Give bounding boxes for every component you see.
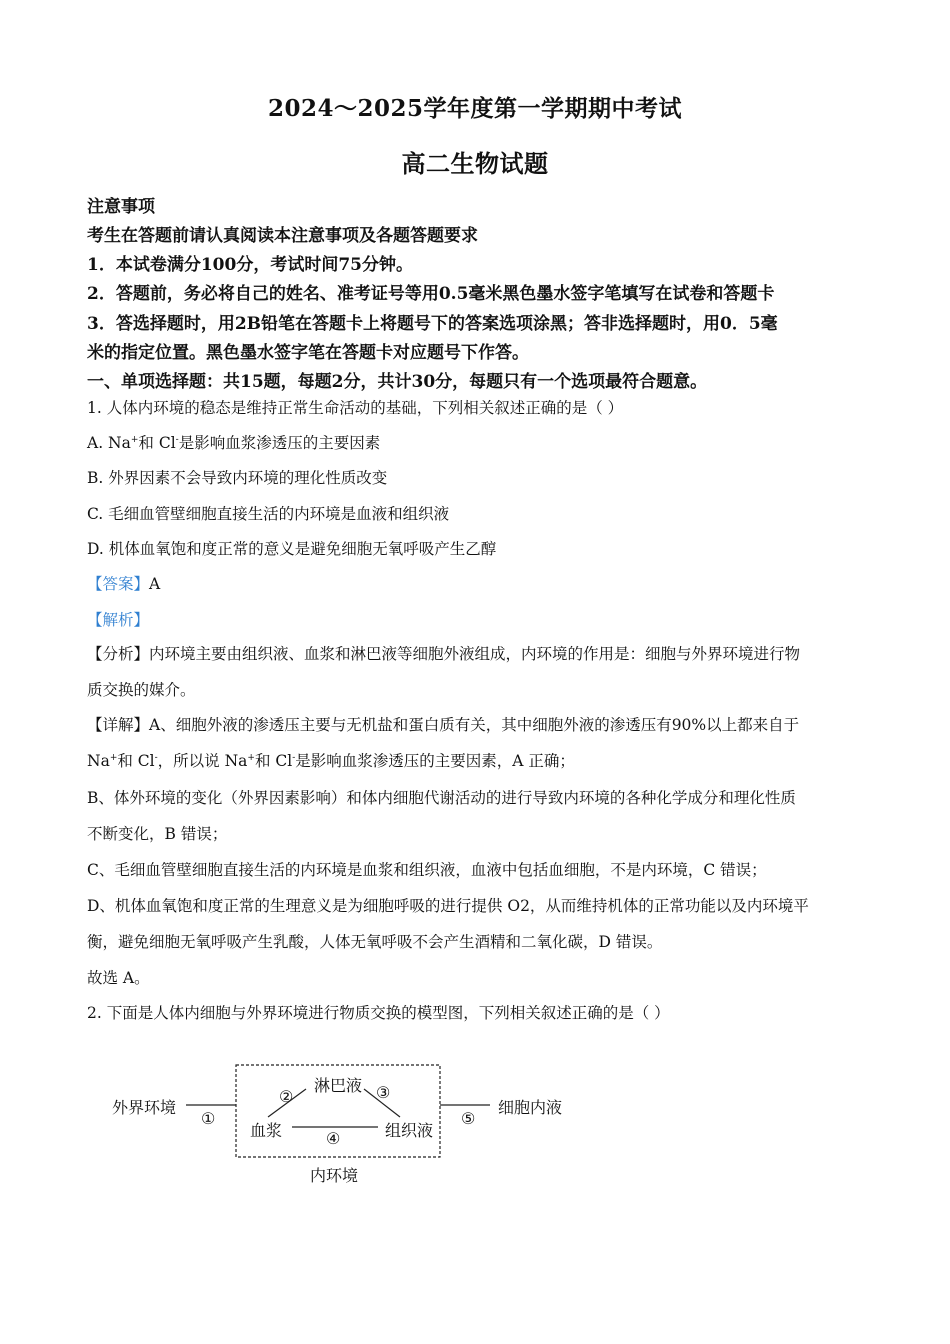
- notice-heading: 注意事项: [87, 197, 155, 217]
- label-n3: ③: [376, 1083, 391, 1102]
- detail-text: 和 Cl: [117, 752, 155, 770]
- q1-analysis-2: 质交换的媒介。: [87, 681, 196, 699]
- q1-stem: 1. 人体内环境的稳态是维持正常生命活动的基础，下列相关叙述正确的是（ ）: [87, 399, 624, 417]
- notice-item-1: 1．本试卷满分100分，考试时间75分钟。: [87, 255, 413, 275]
- label-n5: ⑤: [461, 1109, 476, 1128]
- label-plasma: 血浆: [250, 1121, 283, 1140]
- q1-option-a-text: 和 Cl: [138, 434, 176, 452]
- superscript: +: [130, 434, 139, 445]
- label-tissue-fluid: 组织液: [385, 1121, 434, 1140]
- label-internal-env: 内环境: [310, 1166, 359, 1185]
- q1-option-a-text: A. Na: [87, 434, 131, 452]
- q1-option-a-text: 是影响血浆渗透压的主要因素: [178, 434, 381, 452]
- q1-detail-b2: 不断变化，B 错误；: [87, 825, 228, 843]
- q1-answer: [87, 572, 160, 594]
- superscript: -: [154, 752, 158, 763]
- q1-option-d: D. 机体血氧饱和度正常的意义是避免细胞无氧呼吸产生乙醇: [87, 540, 497, 558]
- detail-text: Na: [87, 752, 110, 770]
- q1-option-a: [87, 431, 380, 453]
- label-n4: ④: [326, 1129, 341, 1148]
- notice-item-3a: 3．答选择题时，用2B铅笔在答题卡上将题号下的答案选项涂黑；答非选择题时，用0．5毫: [87, 314, 778, 334]
- q1-detail-c: C、毛细血管壁细胞直接生活的内环境是血浆和组织液，血液中包括血细胞，不是内环境，C 错误；: [87, 861, 767, 879]
- section-heading: 一、单项选择题：共15题，每题2分，共计30分，每题只有一个选项最符合题意。: [87, 372, 708, 392]
- q1-conclusion: 故选 A。: [87, 969, 150, 987]
- q1-detail-b1: B、体外环境的变化（外界因素影响）和体内细胞代谢活动的进行导致内环境的各种化学成分和理化性质: [87, 789, 796, 807]
- q2-stem: 2. 下面是人体内细胞与外界环境进行物质交换的模型图，下列相关叙述正确的是（ ）: [87, 1004, 670, 1022]
- exam-title: 2024～2025学年度第一学期期中考试: [267, 95, 683, 122]
- label-lymph: 淋巴液: [314, 1076, 363, 1095]
- notice-item-2: 2．答题前，务必将自己的姓名、准考证号等用0.5毫米黑色墨水签字笔填写在试卷和答题卡: [87, 284, 775, 304]
- q1-analysis-1: 【分析】内环境主要由组织液、血浆和淋巴液等细胞外液组成，内环境的作用是：细胞与外界环境进行物: [87, 645, 801, 663]
- notice-item-3b: 米的指定位置。黑色墨水签字笔在答题卡对应题号下作答。: [87, 343, 529, 363]
- q1-detail-2: [87, 749, 575, 771]
- q1-option-b: B. 外界因素不会导致内环境的理化性质改变: [87, 469, 388, 487]
- detail-text: ，所以说 Na: [157, 752, 248, 770]
- detail-text: 是影响血浆渗透压的主要因素，A 正确；: [295, 752, 575, 770]
- superscript: +: [247, 752, 255, 763]
- label-n2: ②: [279, 1087, 294, 1106]
- notice-intro: 考生在答题前请认真阅读本注意事项及各题答题要求: [87, 226, 478, 246]
- superscript: +: [109, 752, 118, 763]
- q1-option-c: C. 毛细血管壁细胞直接生活的内环境是血液和组织液: [87, 505, 450, 523]
- superscript: -: [175, 434, 179, 445]
- label-intracellular: 细胞内液: [498, 1098, 563, 1117]
- q1-detail-d1: D、机体血氧饱和度正常的生理意义是为细胞呼吸的进行提供 O2，从而维持机体的正常功能以及内环境平: [87, 897, 809, 915]
- superscript: -: [292, 752, 296, 763]
- answer-value: A: [149, 575, 161, 593]
- label-n1: ①: [201, 1109, 216, 1128]
- q1-detail-1: 【详解】A、细胞外液的渗透压主要与无机盐和蛋白质有关，其中细胞外液的渗透压有90%以上都来自于: [87, 716, 800, 734]
- answer-tag: 【答案】: [87, 575, 150, 593]
- analysis-tag: 【解析】: [87, 611, 150, 629]
- detail-text: 和 Cl: [254, 752, 293, 770]
- q1-detail-d2: 衡，避免细胞无氧呼吸产生乳酸，人体无氧呼吸不会产生酒精和二氧化碳，D 错误。: [87, 933, 663, 951]
- exam-subtitle: 高二生物试题: [401, 149, 549, 178]
- exchange-model-diagram: [100, 1055, 600, 1195]
- label-external-env: 外界环境: [112, 1098, 177, 1117]
